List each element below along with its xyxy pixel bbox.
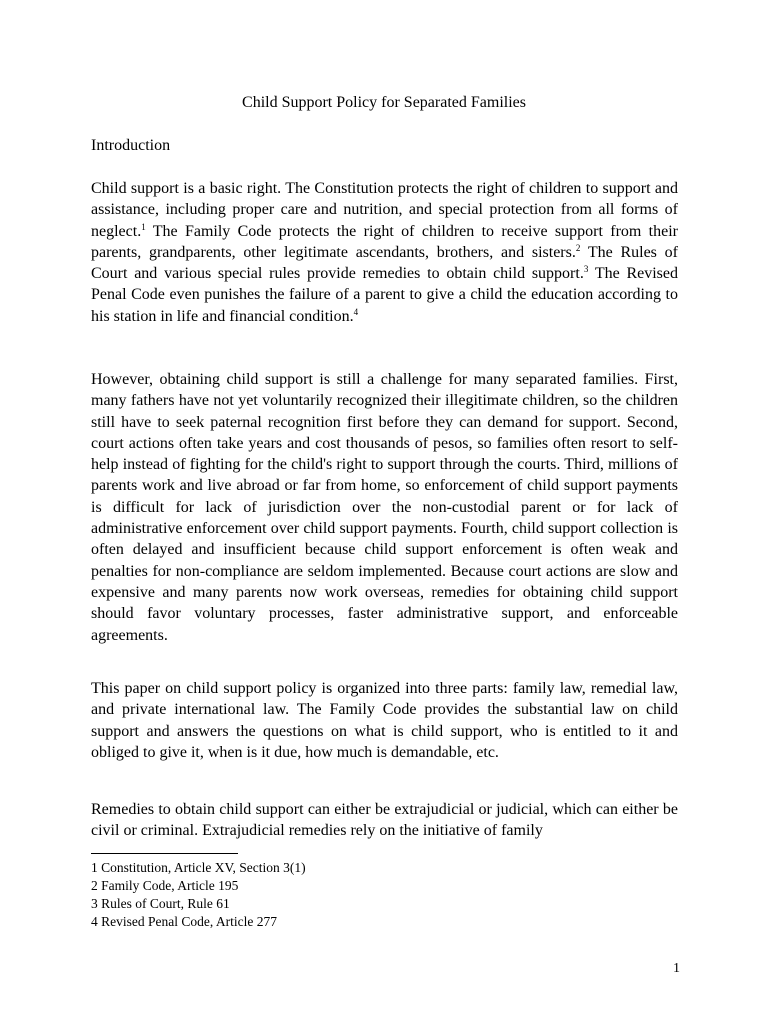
footnote-2: 2 Family Code, Article 195	[91, 878, 239, 893]
paragraph-1	[91, 178, 678, 327]
footnotes-list	[91, 859, 306, 931]
paragraph-1-sentence-2: The Family Code protects the right of children to receive support from their parents, grandparents, other legitimate ascendants, brothers, and sisters.	[91, 222, 678, 261]
document-title: Child Support Policy for Separated Families	[242, 94, 526, 111]
paragraph-1-sentence-1: Child support is a basic right. The Constitution protects the right of children to support and assistance, including proper care and nutrition, and special protection from all forms of neglect.	[91, 180, 678, 240]
footnote-ref-1[interactable]: 1	[141, 221, 146, 232]
page-number: 1	[673, 961, 680, 976]
paragraph-1-sentence-3: The Rules of Court and various special rules provide remedies to obtain child support.	[91, 243, 679, 283]
paragraph-2: However, obtaining child support is still a challenge for many separated families. First, many fathers have not yet voluntarily recognized their illegitimate children, so the children still have to seek paternal recognition first before they can demand for support. Second, court actions often take years and cost thousands of pesos, so families often resort to self-help instead of fighting for the child's right to support through the courts. Third, millions of parents work and live abroad or far from home, so enforcement of child support payments is difficult for lack of jurisdiction over the non-custodial parent or for lack of administrative enforcement over child support payments. Fourth, child support collection is often delayed and insufficient because child support enforcement is often weak and penalties for non-compliance are seldom implemented. Because court actions are slow and expensive and many parents now work overseas, remedies for obtaining child support should favor voluntary processes, faster administrative support, and enforceable agreements.	[91, 371, 678, 644]
footnote-1: 1 Constitution, Article XV, Section 3(1)	[91, 860, 306, 875]
footnote-ref-4[interactable]: 4	[353, 306, 359, 317]
paragraph-1-sentence-4: The Revised Penal Code even punishes the failure of a parent to give a child the education according to his station in life and financial condition.	[91, 265, 678, 325]
footnote-3: 3 Rules of Court, Rule 61	[91, 896, 230, 911]
footnote-separator	[91, 853, 238, 854]
paragraph-4: Remedies to obtain child support can either be extrajudicial or judicial, which can either be civil or criminal. Extrajudicial remedies rely on the initiative of family	[91, 801, 678, 840]
paragraph-3: This paper on child support policy is organized into three parts: family law, remedial law, and private international law. The Family Code provides the substantial law on child support and answers the questions on what is child support, who is entitled to it and obliged to give it, when is it due, how much is demandable, etc.	[91, 680, 678, 761]
footnote-4: 4 Revised Penal Code, Article 277	[91, 914, 277, 929]
footnote-ref-3[interactable]: 3	[583, 264, 589, 275]
footnote-ref-2[interactable]: 2	[575, 242, 581, 253]
section-heading-introduction: Introduction	[91, 137, 171, 154]
